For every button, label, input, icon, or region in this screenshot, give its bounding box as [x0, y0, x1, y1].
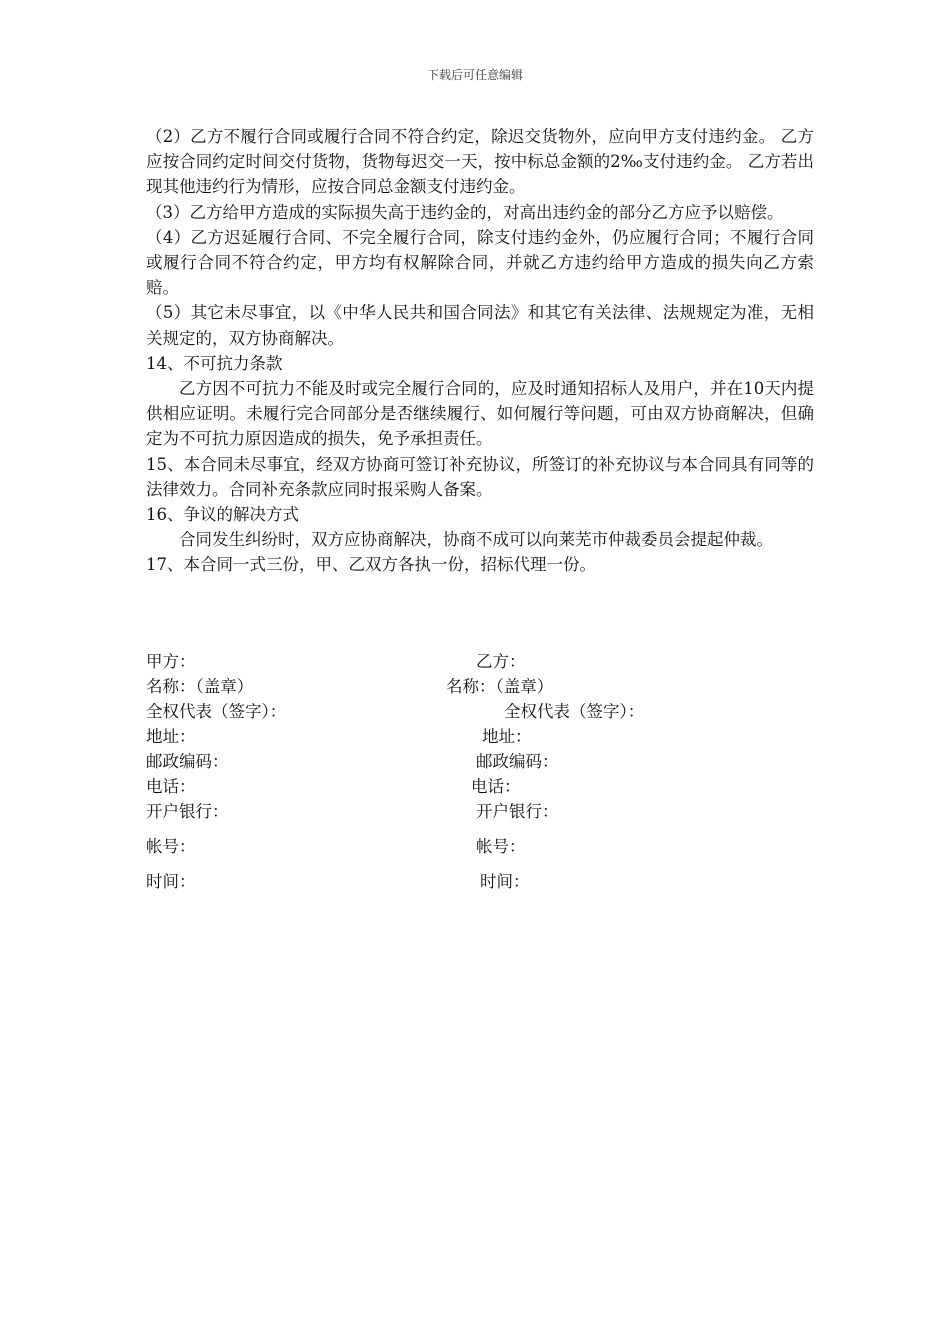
signature-block	[146, 648, 814, 893]
party-b-bank-label: 开户银行：	[476, 802, 559, 821]
party-b-address-label: 地址：	[482, 727, 532, 746]
party-b-phone-label: 电话：	[471, 777, 521, 796]
clause-5-other: （5）其它未尽事宜，以《中华人民共和国合同法》和其它有关法律、法规规定为准，无相关规定的，双方协商解决。	[146, 303, 814, 348]
party-a-account-label: 帐号：	[146, 837, 196, 856]
clause-3-compensation: （3）乙方给甲方造成的实际损失高于违约金的，对高出违约金的部分乙方应予以赔偿。	[146, 202, 784, 222]
sig-row-date	[146, 868, 814, 893]
party-a-representative-label: 全权代表（签字）：	[146, 702, 287, 721]
section-16-heading: 16、争议的解决方式	[146, 505, 299, 525]
party-a-name-label: 名称：（盖章）	[146, 677, 254, 696]
party-b-date-label: 时间：	[480, 872, 530, 891]
sig-row-address	[146, 723, 814, 748]
party-a-date-label: 时间：	[146, 872, 196, 891]
party-b-postcode-label: 邮政编码：	[476, 752, 559, 771]
party-a-address-label: 地址：	[146, 727, 196, 746]
sig-row-postcode	[146, 748, 814, 773]
party-a-label: 甲方：	[146, 652, 196, 671]
clause-4-delay: （4）乙方迟延履行合同、不完全履行合同，除支付违约金外，仍应履行合同；不履行合同或履行合同不符合约定，甲方均有权解除合同，并就乙方违约给甲方造成的损失向乙方索赔。	[146, 227, 814, 298]
contract-body	[146, 124, 814, 578]
sig-row-bank	[146, 798, 814, 833]
party-b-label: 乙方：	[476, 652, 526, 671]
section-14-body: 乙方因不可抗力不能及时或完全履行合同的，应及时通知招标人及用户，并在10天内提供相应证明。未履行完合同部分是否继续履行、如何履行等问题，可由双方协商解决，但确定为不可抗力原因造成的损失，免予承担责任。	[146, 379, 814, 449]
sig-row-party	[146, 648, 814, 673]
party-a-postcode-label: 邮政编码：	[146, 752, 229, 771]
sig-row-account	[146, 833, 814, 868]
party-b-account-label: 帐号：	[476, 837, 526, 856]
section-15-body: 15、本合同未尽事宜，经双方协商可签订补充协议，所签订的补充协议与本合同具有同等的法律效力。合同补充条款应同时报采购人备案。	[146, 454, 814, 499]
party-a-bank-label: 开户银行：	[146, 802, 229, 821]
party-b-name-label: 名称：（盖章）	[446, 677, 554, 696]
sig-row-name	[146, 673, 814, 698]
section-14-heading: 14、不可抗力条款	[146, 353, 283, 373]
section-17-body: 17、本合同一式三份，甲、乙双方各执一份，招标代理一份。	[146, 555, 596, 575]
section-16-body: 合同发生纠纷时，双方应协商解决，协商不成可以向莱芜市仲裁委员会提起仲裁。	[179, 530, 773, 550]
party-a-phone-label: 电话：	[146, 777, 196, 796]
sig-row-representative	[146, 698, 814, 723]
sig-row-phone	[146, 773, 814, 798]
party-b-representative-label: 全权代表（签字）：	[504, 702, 645, 721]
clause-2-penalty: （2）乙方不履行合同或履行合同不符合约定，除迟交货物外，应向甲方支付违约金。 乙方应按合同约定时间交付货物，货物每迟交一天，按中标总金额的2‰支付违约金。 乙方若出现其他违约行为情形，应按合同总金额支付违约金。	[146, 127, 814, 197]
header-note: 下载后可任意编辑	[426, 68, 523, 82]
